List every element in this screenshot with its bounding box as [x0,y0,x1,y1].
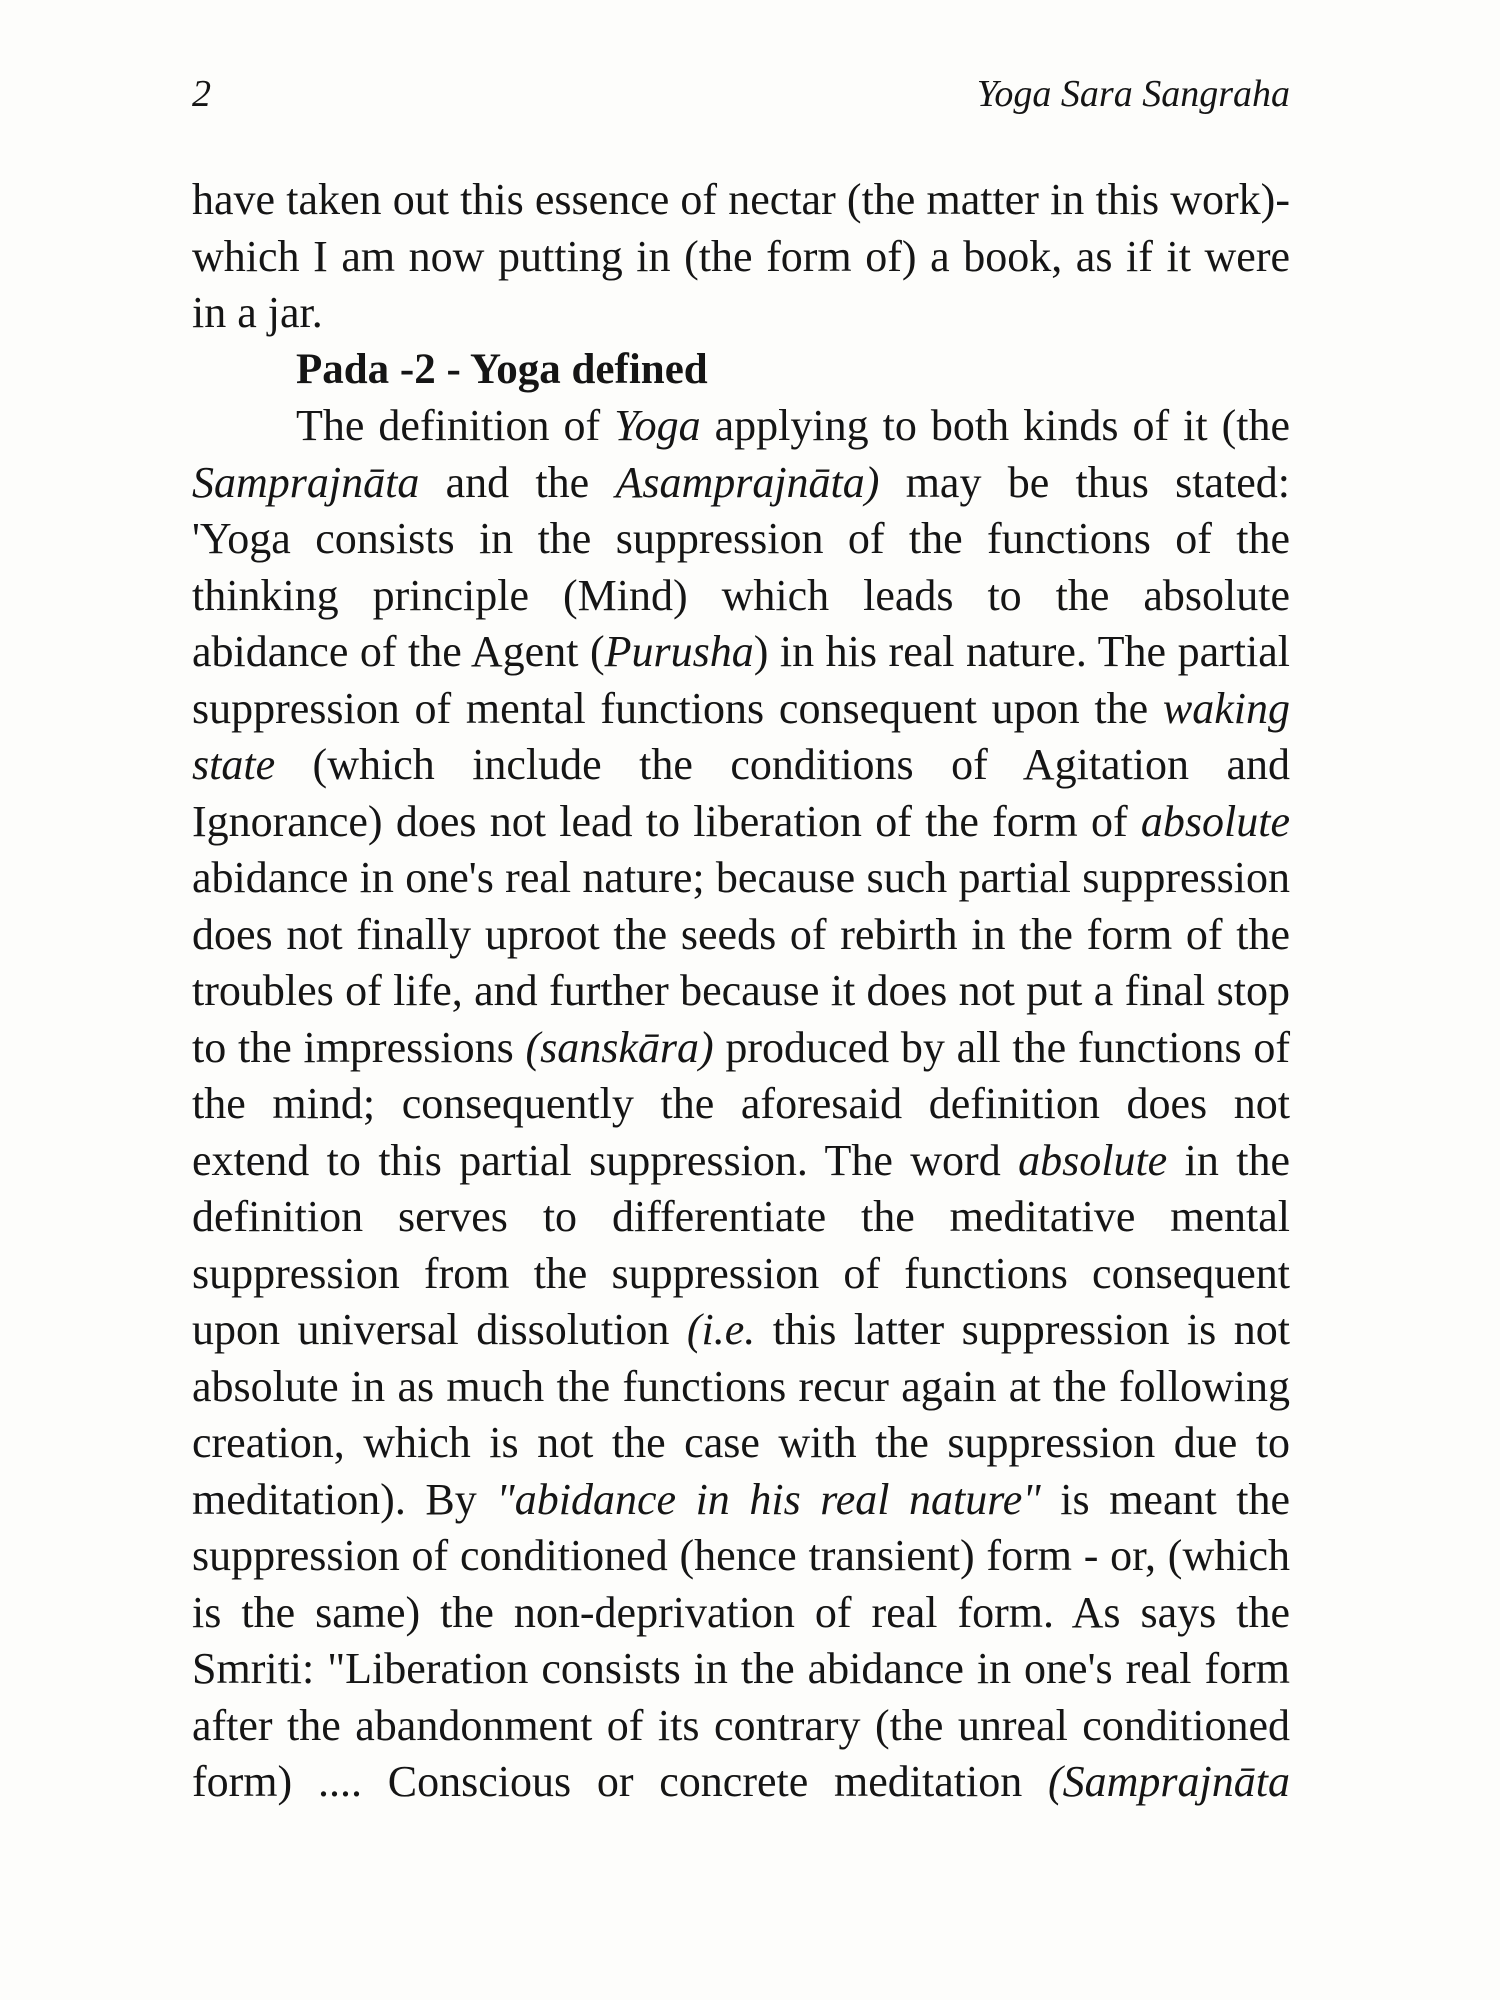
page-body [192,172,1290,1811]
body-text: produced by all the functions of the mind; consequently the aforesaid definition does not extend to this partial suppression. The word [192,1022,1290,1185]
emphasis-samprajnata: Samprajnāta [192,457,420,507]
emphasis-absolute: absolute [1140,796,1290,846]
emphasis-samprajnata-2: (Samprajnāta [1048,1757,1290,1806]
body-text: is meant the suppression of conditioned (hence transient) form - or, (which is the same) the non-deprivation of real form. As says the Smriti: "Liberation consists in the abidance in one's real form after the abandonment of its contrary (the unreal conditioned form) .... Conscious or concrete meditation [192,1474,1291,1806]
intro-paragraph: have taken out this essence of nectar (the matter in this work)-which I am now putting in (the form of) a book, as if it were in a jar. [192,175,1290,337]
body-text: and the [419,457,616,507]
body-text: The definition of [296,401,615,450]
body-paragraph [192,398,1290,1811]
body-text: may be thus stated: 'Yoga consists in the suppression of the functions of the thinking principle (Mind) which leads to the absolute abidance of the Agent ( [192,457,1290,676]
body-text: this latter suppression is not absolute in as much the functions recur again at the following creation, which is not the case with the suppression due to meditation). By [192,1305,1290,1524]
emphasis-abidance: "abidance in his real nature" [496,1474,1041,1524]
body-text: in the definition serves to differentiate the meditative mental suppression from the suppression of functions consequent upon universal dissolution [192,1135,1291,1354]
body-text: abidance in one's real nature; because such partial suppression does not finally uproot the seeds of rebirth in the form of the troubles of life, and further because it does not put a final stop to the impressions [192,853,1290,1072]
emphasis-absolute-2: absolute [1018,1135,1168,1185]
page-number: 2 [192,73,211,115]
section-heading: Pada -2 - Yoga defined [296,345,708,393]
body-text: (which include the conditions of Agitation and Ignorance) does not lead to liberation of the form of [192,740,1290,846]
body-text: ) in his real nature. The partial suppression of mental functions consequent upon the [192,627,1290,733]
emphasis-ie: (i.e. [686,1305,756,1354]
emphasis-waking-state: waking state [192,683,1290,789]
emphasis-yoga: Yoga [614,401,701,450]
emphasis-sanskara: (sanskāra) [525,1022,714,1072]
emphasis-purusha: Purusha [604,627,754,676]
emphasis-asamprajnata: Asamprajnāta) [615,457,880,507]
page-header [192,72,1290,132]
body-text: applying to both kinds of it (the [700,401,1290,450]
running-title: Yoga Sara Sangraha [976,73,1290,115]
